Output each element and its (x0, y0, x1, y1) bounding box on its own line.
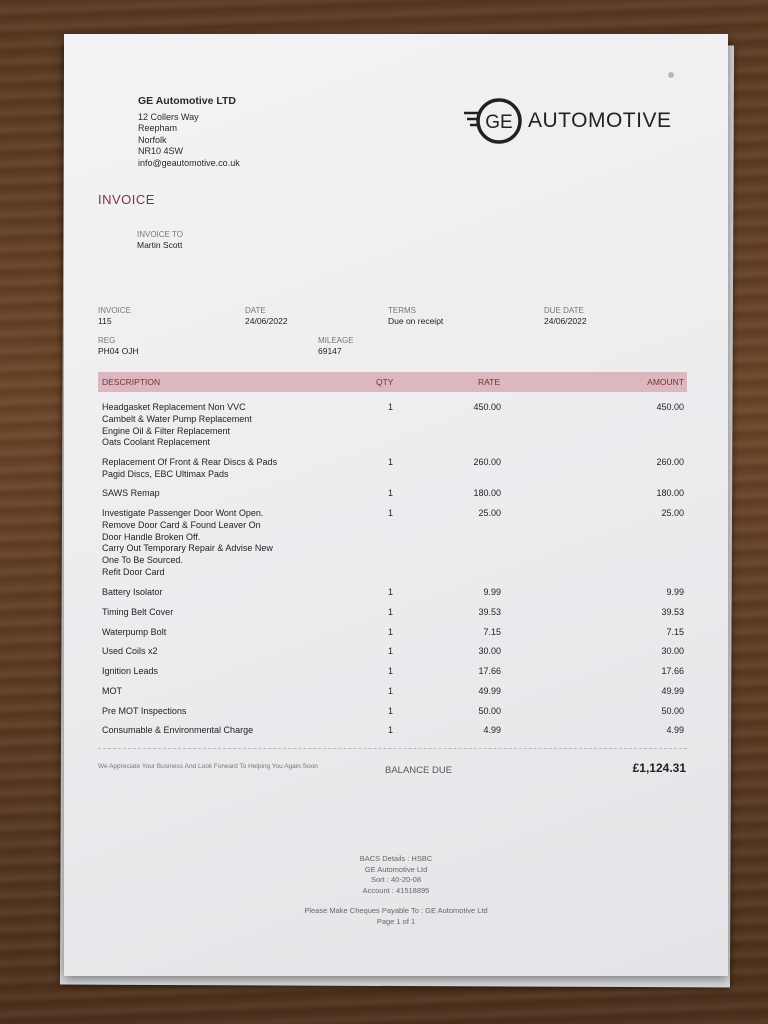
description-line: Carry Out Temporary Repair & Advise New (102, 543, 273, 554)
due-date-field (544, 306, 587, 326)
company-email: info@geautomotive.co.uk (138, 157, 240, 168)
row-description (102, 607, 302, 619)
payment-footer (64, 906, 728, 927)
invoice-to-block (137, 230, 183, 250)
company-logo (462, 96, 671, 146)
row-qty: 1 (388, 666, 394, 676)
description-line: Waterpump Bolt (102, 627, 167, 637)
row-amount: 39.53 (661, 607, 684, 617)
description-line: SAWS Remap (102, 488, 160, 498)
invoice-sheet (64, 34, 728, 976)
date-value: 24/06/2022 (245, 316, 288, 326)
date-field (245, 306, 288, 326)
row-description (102, 725, 302, 737)
row-qty: 1 (388, 587, 394, 597)
invoice-number-field (98, 306, 131, 326)
row-qty: 1 (388, 508, 394, 518)
due-date-label: DUE DATE (544, 306, 584, 315)
row-qty: 1 (388, 725, 394, 735)
row-amount: 50.00 (661, 706, 684, 716)
bank-details (64, 854, 728, 896)
row-rate: 49.99 (478, 686, 501, 696)
row-qty: 1 (388, 457, 394, 467)
row-amount: 25.00 (661, 508, 684, 518)
balance-due-label: BALANCE DUE (385, 765, 453, 776)
cheques-note: Please Make Cheques Payable To : GE Automotive Ltd (304, 906, 488, 915)
row-qty: 1 (388, 402, 394, 412)
thank-you-note: We Appreciate Your Business And Look Forward To Helping You Again Soon (98, 763, 318, 770)
row-description (102, 402, 302, 449)
description-line: Refit Door Card (102, 566, 165, 577)
row-amount: 4.99 (666, 725, 684, 735)
description-line: Engine Oil & Filter Replacement (102, 425, 231, 436)
description-line: Used Coils x2 (102, 646, 158, 656)
terms-label: TERMS (388, 306, 416, 315)
description-line: Consumable & Environmental Charge (102, 725, 254, 735)
company-address-line: 12 Collers Way (138, 111, 199, 122)
row-amount: 17.66 (661, 666, 684, 676)
description-line: Ignition Leads (102, 666, 159, 676)
description-line: Headgasket Replacement Non VVC (102, 402, 246, 412)
description-line: Remove Door Card & Found Leaver On (102, 519, 261, 530)
bank-line: GE Automotive Ltd (364, 864, 428, 874)
header-rate: RATE (478, 377, 501, 387)
terms-value: Due on receipt (388, 316, 444, 326)
invoice-number-value: 115 (98, 316, 112, 326)
bank-line: Account : 41518895 (362, 885, 430, 895)
bank-line: Sort : 40-20-08 (370, 875, 422, 884)
invoice-number-label: INVOICE (98, 306, 131, 315)
header-description: DESCRIPTION (102, 377, 161, 387)
balance-due-total: £1,124.31 (632, 761, 686, 775)
company-address-line: NR10 4SW (138, 146, 184, 156)
row-rate: 7.15 (483, 627, 501, 637)
row-rate: 17.66 (478, 666, 501, 676)
header-amount: AMOUNT (647, 377, 684, 387)
description-line: MOT (102, 686, 122, 696)
row-rate: 25.00 (478, 508, 501, 518)
row-rate: 50.00 (478, 706, 501, 716)
row-rate: 30.00 (478, 646, 501, 656)
description-line: Timing Belt Cover (102, 607, 174, 617)
description-line: Oats Coolant Replacement (102, 437, 211, 448)
description-line: Cambelt & Water Pump Replacement (102, 413, 252, 424)
row-qty: 1 (388, 706, 394, 716)
reg-field (98, 336, 139, 356)
description-line: Battery Isolator (102, 587, 163, 597)
row-description (102, 508, 302, 579)
row-rate: 39.53 (478, 607, 501, 617)
logo-wordmark: AUTOMOTIVE (528, 109, 672, 132)
row-amount: 7.15 (666, 627, 684, 637)
row-rate: 4.99 (483, 725, 501, 735)
description-line: Pre MOT Inspections (102, 706, 187, 716)
company-address-line: Norfolk (138, 134, 167, 145)
row-description (102, 646, 302, 658)
row-amount: 180.00 (656, 488, 684, 498)
invoice-to-label: INVOICE TO (137, 230, 183, 239)
staple-hole (668, 72, 674, 78)
row-qty: 1 (388, 686, 394, 696)
bank-line: BACS Details : HSBC (359, 854, 433, 863)
description-line: Pagid Discs, EBC Ultimax Pads (102, 468, 229, 479)
company-address-line: Reepham (138, 123, 178, 133)
summary-divider (98, 748, 687, 749)
row-qty: 1 (388, 488, 394, 498)
reg-label: REG (98, 336, 116, 345)
due-date-value: 24/06/2022 (544, 316, 587, 326)
description-line: Investigate Passenger Door Wont Open. (102, 508, 264, 518)
row-qty: 1 (388, 627, 394, 637)
row-amount: 260.00 (656, 457, 684, 467)
header-qty: QTY (376, 377, 394, 387)
table-header (98, 372, 687, 392)
date-label: DATE (245, 306, 266, 315)
customer-name: Martin Scott (137, 240, 183, 250)
row-amount: 30.00 (661, 646, 684, 656)
reg-value: PH04 OJH (98, 346, 139, 356)
row-qty: 1 (388, 607, 394, 617)
row-description (102, 686, 302, 698)
row-description (102, 666, 302, 678)
mileage-field (318, 336, 354, 356)
row-amount: 9.99 (666, 587, 684, 597)
row-rate: 9.99 (483, 587, 501, 597)
row-description (102, 627, 302, 639)
description-line: One To Be Sourced. (102, 555, 183, 566)
row-rate: 260.00 (473, 457, 501, 467)
company-block (138, 96, 240, 169)
description-line: Replacement Of Front & Rear Discs & Pads (102, 457, 278, 467)
row-rate: 180.00 (473, 488, 501, 498)
row-description (102, 706, 302, 718)
mileage-value: 69147 (318, 346, 342, 356)
row-description (102, 587, 302, 599)
row-description (102, 488, 302, 500)
mileage-label: MILEAGE (318, 336, 354, 345)
document-title: INVOICE (98, 192, 155, 207)
row-amount: 450.00 (656, 402, 684, 412)
ge-automotive-logo-icon (462, 96, 524, 146)
row-qty: 1 (388, 646, 394, 656)
description-line: Door Handle Broken Off. (102, 531, 201, 542)
logo-mark: GE (485, 112, 513, 133)
company-name: GE Automotive LTD (138, 95, 236, 107)
terms-field (388, 306, 443, 326)
page-number: Page 1 of 1 (376, 916, 416, 926)
row-description (102, 457, 302, 481)
row-amount: 49.99 (661, 686, 684, 696)
row-rate: 450.00 (473, 402, 501, 412)
